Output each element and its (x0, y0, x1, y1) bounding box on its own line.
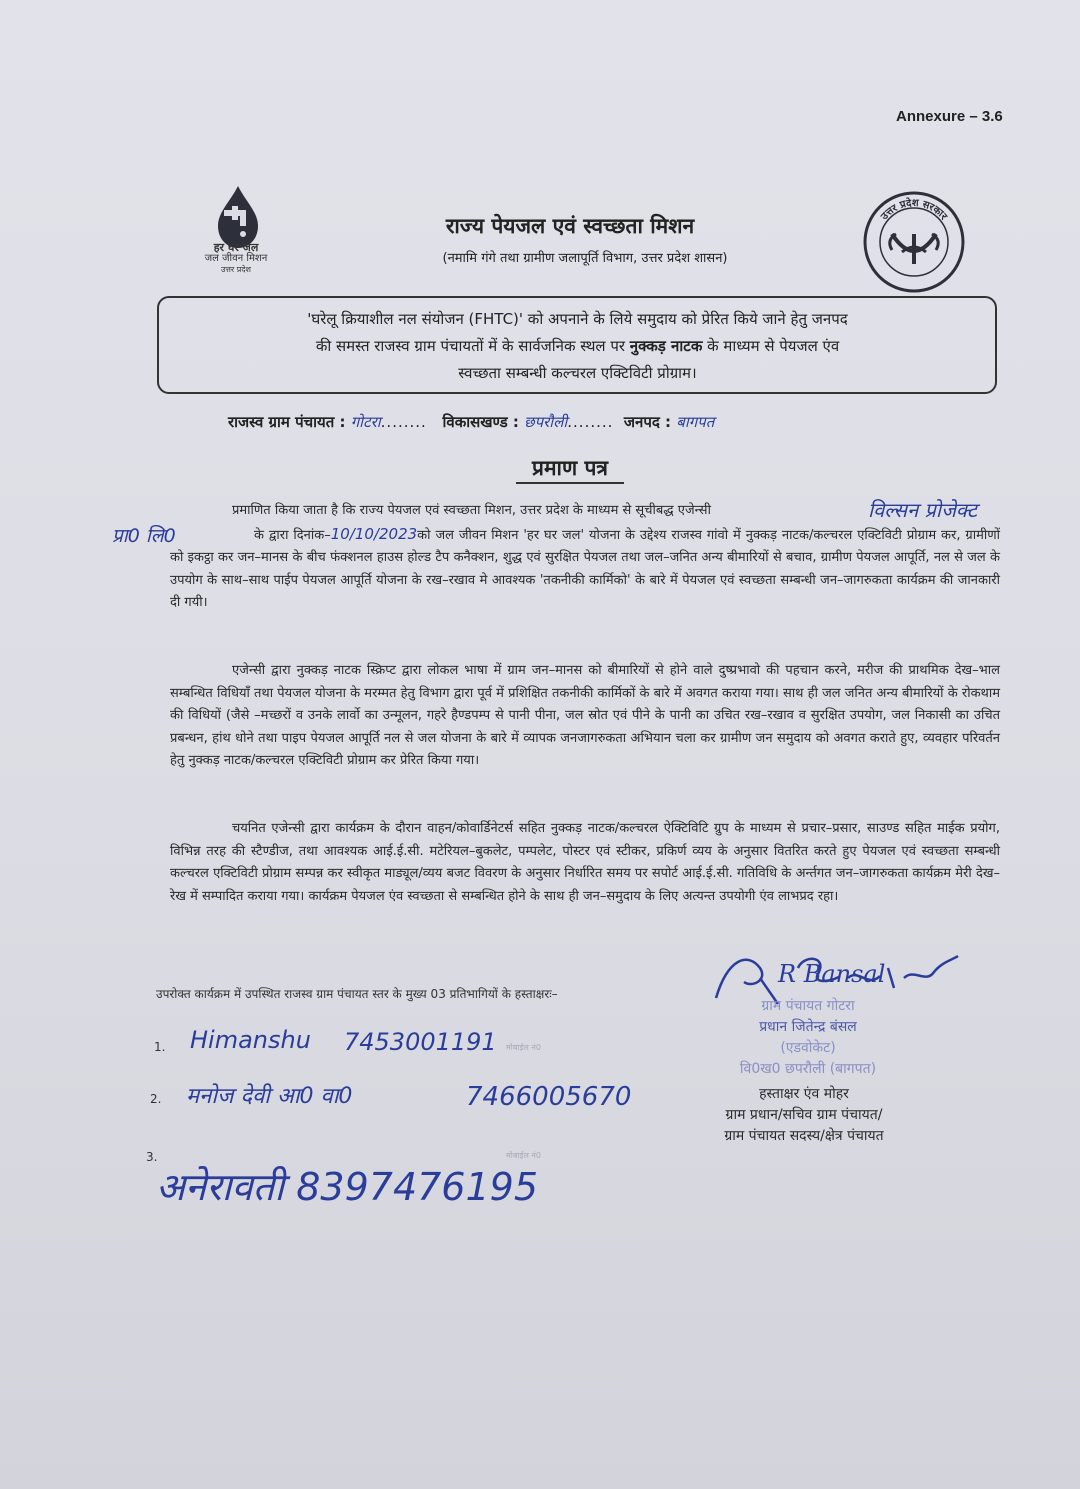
paragraph-2 (170, 660, 1000, 773)
district-value: बागपत (676, 413, 715, 431)
pradhan-stamp (708, 996, 908, 1080)
mobile-label-1: मोबाईल नं0 (506, 1043, 541, 1052)
paragraph-1-part-b: के द्वारा दिनांक– (254, 527, 331, 543)
signature-text: R Bansal (778, 960, 886, 988)
participant-1-number: 1. (154, 1040, 166, 1054)
signatory-role (694, 1084, 914, 1147)
participant-3-name: अनेरावती (156, 1165, 285, 1209)
logo-caption (186, 242, 286, 275)
stamp-line-4: वि0ख0 छपरौली (बागपत) (739, 1061, 877, 1077)
signatory-line-1: हस्ताक्षर एंव मोहर (759, 1086, 849, 1102)
program-line-2a: की समस्त राजस्व ग्राम पंचायतों में के सार्वजनिक स्थल पर (315, 337, 630, 355)
program-highlight: नुक्कड़ नाटक (629, 337, 703, 355)
paragraph-1-part-a: प्रमाणित किया जाता है कि राज्य पेयजल एवं स्वच्छता मिशन, उत्तर प्रदेश के माध्यम से सूचीबद्ध एजेन्सी (232, 503, 711, 518)
up-government-seal (862, 190, 966, 294)
participant-3-number: 3. (146, 1150, 158, 1164)
block-dots: ........ (567, 413, 614, 431)
block-value: छपरौली (524, 413, 568, 431)
paragraph-3 (170, 818, 1000, 908)
participant-2-phone: 7466005670 (466, 1082, 632, 1112)
logo-line-2: जल जीवन मिशन (204, 253, 268, 264)
stamp-line-2: प्रधान जितेन्द्र बंसल (759, 1019, 857, 1035)
program-description (170, 306, 985, 387)
signatory-line-3: ग्राम पंचायत सदस्य/क्षेत्र पंचायत (724, 1128, 884, 1144)
program-line-1: 'घरेलू क्रियाशील नल संयोजन (FHTC)' को अपनाने के लिये समुदाय को प्रेरित किये जाने हेतु जनपद (307, 310, 848, 328)
handwritten-agency-suffix: प्रा0 लि0 (112, 525, 176, 547)
block-label: विकासखण्ड : (442, 413, 519, 431)
participant-2-number: 2. (150, 1092, 162, 1106)
gram-dots: ........ (380, 413, 427, 431)
stamp-line-3: (एडवोकेट) (780, 1040, 836, 1056)
handwritten-date: 10/10/2023 (330, 524, 418, 543)
certificate-title-underline (516, 482, 624, 484)
participant-1-name: Himanshu (190, 1026, 311, 1054)
participant-3-entry (156, 1160, 538, 1212)
participant-3-phone: 8397476195 (296, 1165, 539, 1209)
annexure-label: Annexure – 3.6 (896, 108, 1003, 125)
seal-text: उत्तर प्रदेश सरकार (879, 197, 949, 223)
certificate-title: प्रमाण पत्र (532, 456, 608, 480)
gram-value: गोटरा (350, 413, 381, 431)
paragraph-2-text: एजेन्सी द्वारा नुक्कड़ नाटक स्क्रिप्ट द्वारा लोकल भाषा में ग्राम जन–मानस को बीमारियों से होने वाले दुष्प्रभावो की पहचान करने, मरीज की प्राथमिक देख–भाल सम्बन्धित विधियाँ तथा पेयजल योजना के मरम्मत हेतु विभाग द्वारा पूर्व में प्रशिक्षित तकनीकी कार्मिकों के बारे में अवगत कराया गया। साथ ही जल जनित अन्य बीमारियों के रोकथाम की विधियों (जैसे –मच्छरों व उनके लार्वो का उन्मूलन, गहरे हैण्डपम्प से पानी पीना, जल स्रोत एवं पीने के पानी का उचित रख–रखाव व सुरक्षित उपयोग, जल निकासी का उचित प्रबन्धन, हांथ धोने तथा पाइप पेयजल आपूर्ति नल से जल योजना के बारे में व्यापक जनजागरुकता अभियान चला कर ग्रामीण जन समुदाय को अवगत कराते हुए, व्यवहार परिवर्तन हेतु नुक्कड़ नाटक/कल्चरल एक्टिविटी प्रोग्राम कर प्रेरित किया गया। (170, 663, 1000, 769)
mobile-label-3: मोबाईल नं0 (506, 1151, 541, 1160)
mission-title: राज्य पेयजल एवं स्वच्छता मिशन (445, 214, 695, 238)
logo-line-1: हर घर जल (213, 241, 259, 254)
paragraph-3-text: चयनित एजेन्सी द्वारा कार्यक्रम के दौरान वाहन/कोवार्डिनेटर्स सहित नुक्कड़ नाटक/कल्चरल ऐक्टिविटि ग्रुप के माध्यम से प्रचार–प्रसार, साउण्ड सहित माईक प्रयोग, विभिन्न तरह की स्टैण्डीज, तथा आवश्यक आई.ई.सी. मटेरियल–बुकलेट, पम्पलेट, पोस्टर एवं स्टीकर, प्रकिर्ण व्यय के अनुसार वितरित करते हुए पेयजल एवं स्वच्छता सम्बन्धी कल्चरल एक्टिविटी प्रोग्राम सम्पन्न कर स्वीकृत माड्यूल/व्यय बजट विवरण के अनुसार निर्धारित समय पर सपोर्ट आई.ई.सी. गतिविधि के अर्न्तगत जन–जागरुकता कार्यक्रम मेरी देख–रेख में सम्पादित कराया गया। कार्यक्रम पेयजल एंव स्वच्छता से सम्बन्धित होने के साथ ही जन–समुदाय के लिए अत्यन्त उपयोगी एंव लाभप्रद रहा। (170, 821, 1000, 904)
handwritten-agency-name: विल्सन प्रोजेक्ट (868, 498, 977, 522)
gram-label: राजस्व ग्राम पंचायत : (228, 413, 346, 431)
program-line-2c: के माध्यम से पेयजल एंव (702, 337, 840, 355)
paragraph-1-part-c: को जल जीवन मिशन 'हर घर जल' योजना के उद्देश्य राजस्व गांवो में नुक्कड़ नाटक/कल्चरल एक्टिविटी प्रोग्राम कर, ग्रामीणों को इकट्ठा कर जन–मानस के बीच फंक्शनल हाउस होल्ड टैप कनैक्शन, शुद्ध एवं सुरक्षित पेयजल तथा जल–जनित अन्य बीमारियों से बचाव, ग्रामीण पेयजल आपूर्ति, नल से जल के उपयोग के साथ–साथ पाईप पेयजल आपूर्ति योजना के रख–रखाव मे आवश्यक 'तकनीकी कार्मिको' के बारे में पेयजल एवं स्वच्छता सम्बन्धी जन–जागरुकता कार्यक्रम की जानकारी दी गयी। (170, 527, 1000, 611)
mission-subtitle: (नमामि गंगे तथा ग्रामीण जलापूर्ति विभाग, उत्तर प्रदेश शासन) (442, 251, 728, 266)
district-label: जनपद : (623, 413, 672, 431)
signatory-line-2: ग्राम प्रधान/सचिव ग्राम पंचायत/ (725, 1107, 883, 1123)
stamp-line-1: ग्राम पंचायत गोटरा (761, 998, 855, 1014)
program-line-3: स्वच्छता सम्बन्धी कल्चरल एक्टिविटी प्रोग्राम। (458, 364, 697, 382)
program-line-2 (170, 333, 985, 360)
participant-1-phone: 7453001191 (344, 1028, 497, 1056)
location-line (228, 412, 714, 432)
participants-note: उपरोक्त कार्यक्रम में उपस्थित राजस्व ग्राम पंचायत स्तर के मुख्य 03 प्रतिभागियों के हस्ताक्षरः– (156, 987, 558, 1001)
paragraph-1 (170, 500, 1000, 615)
logo-line-3: उत्तर प्रदेश (221, 265, 251, 274)
participant-2-name: मनोज देवी आ0 वा0 (186, 1084, 353, 1109)
